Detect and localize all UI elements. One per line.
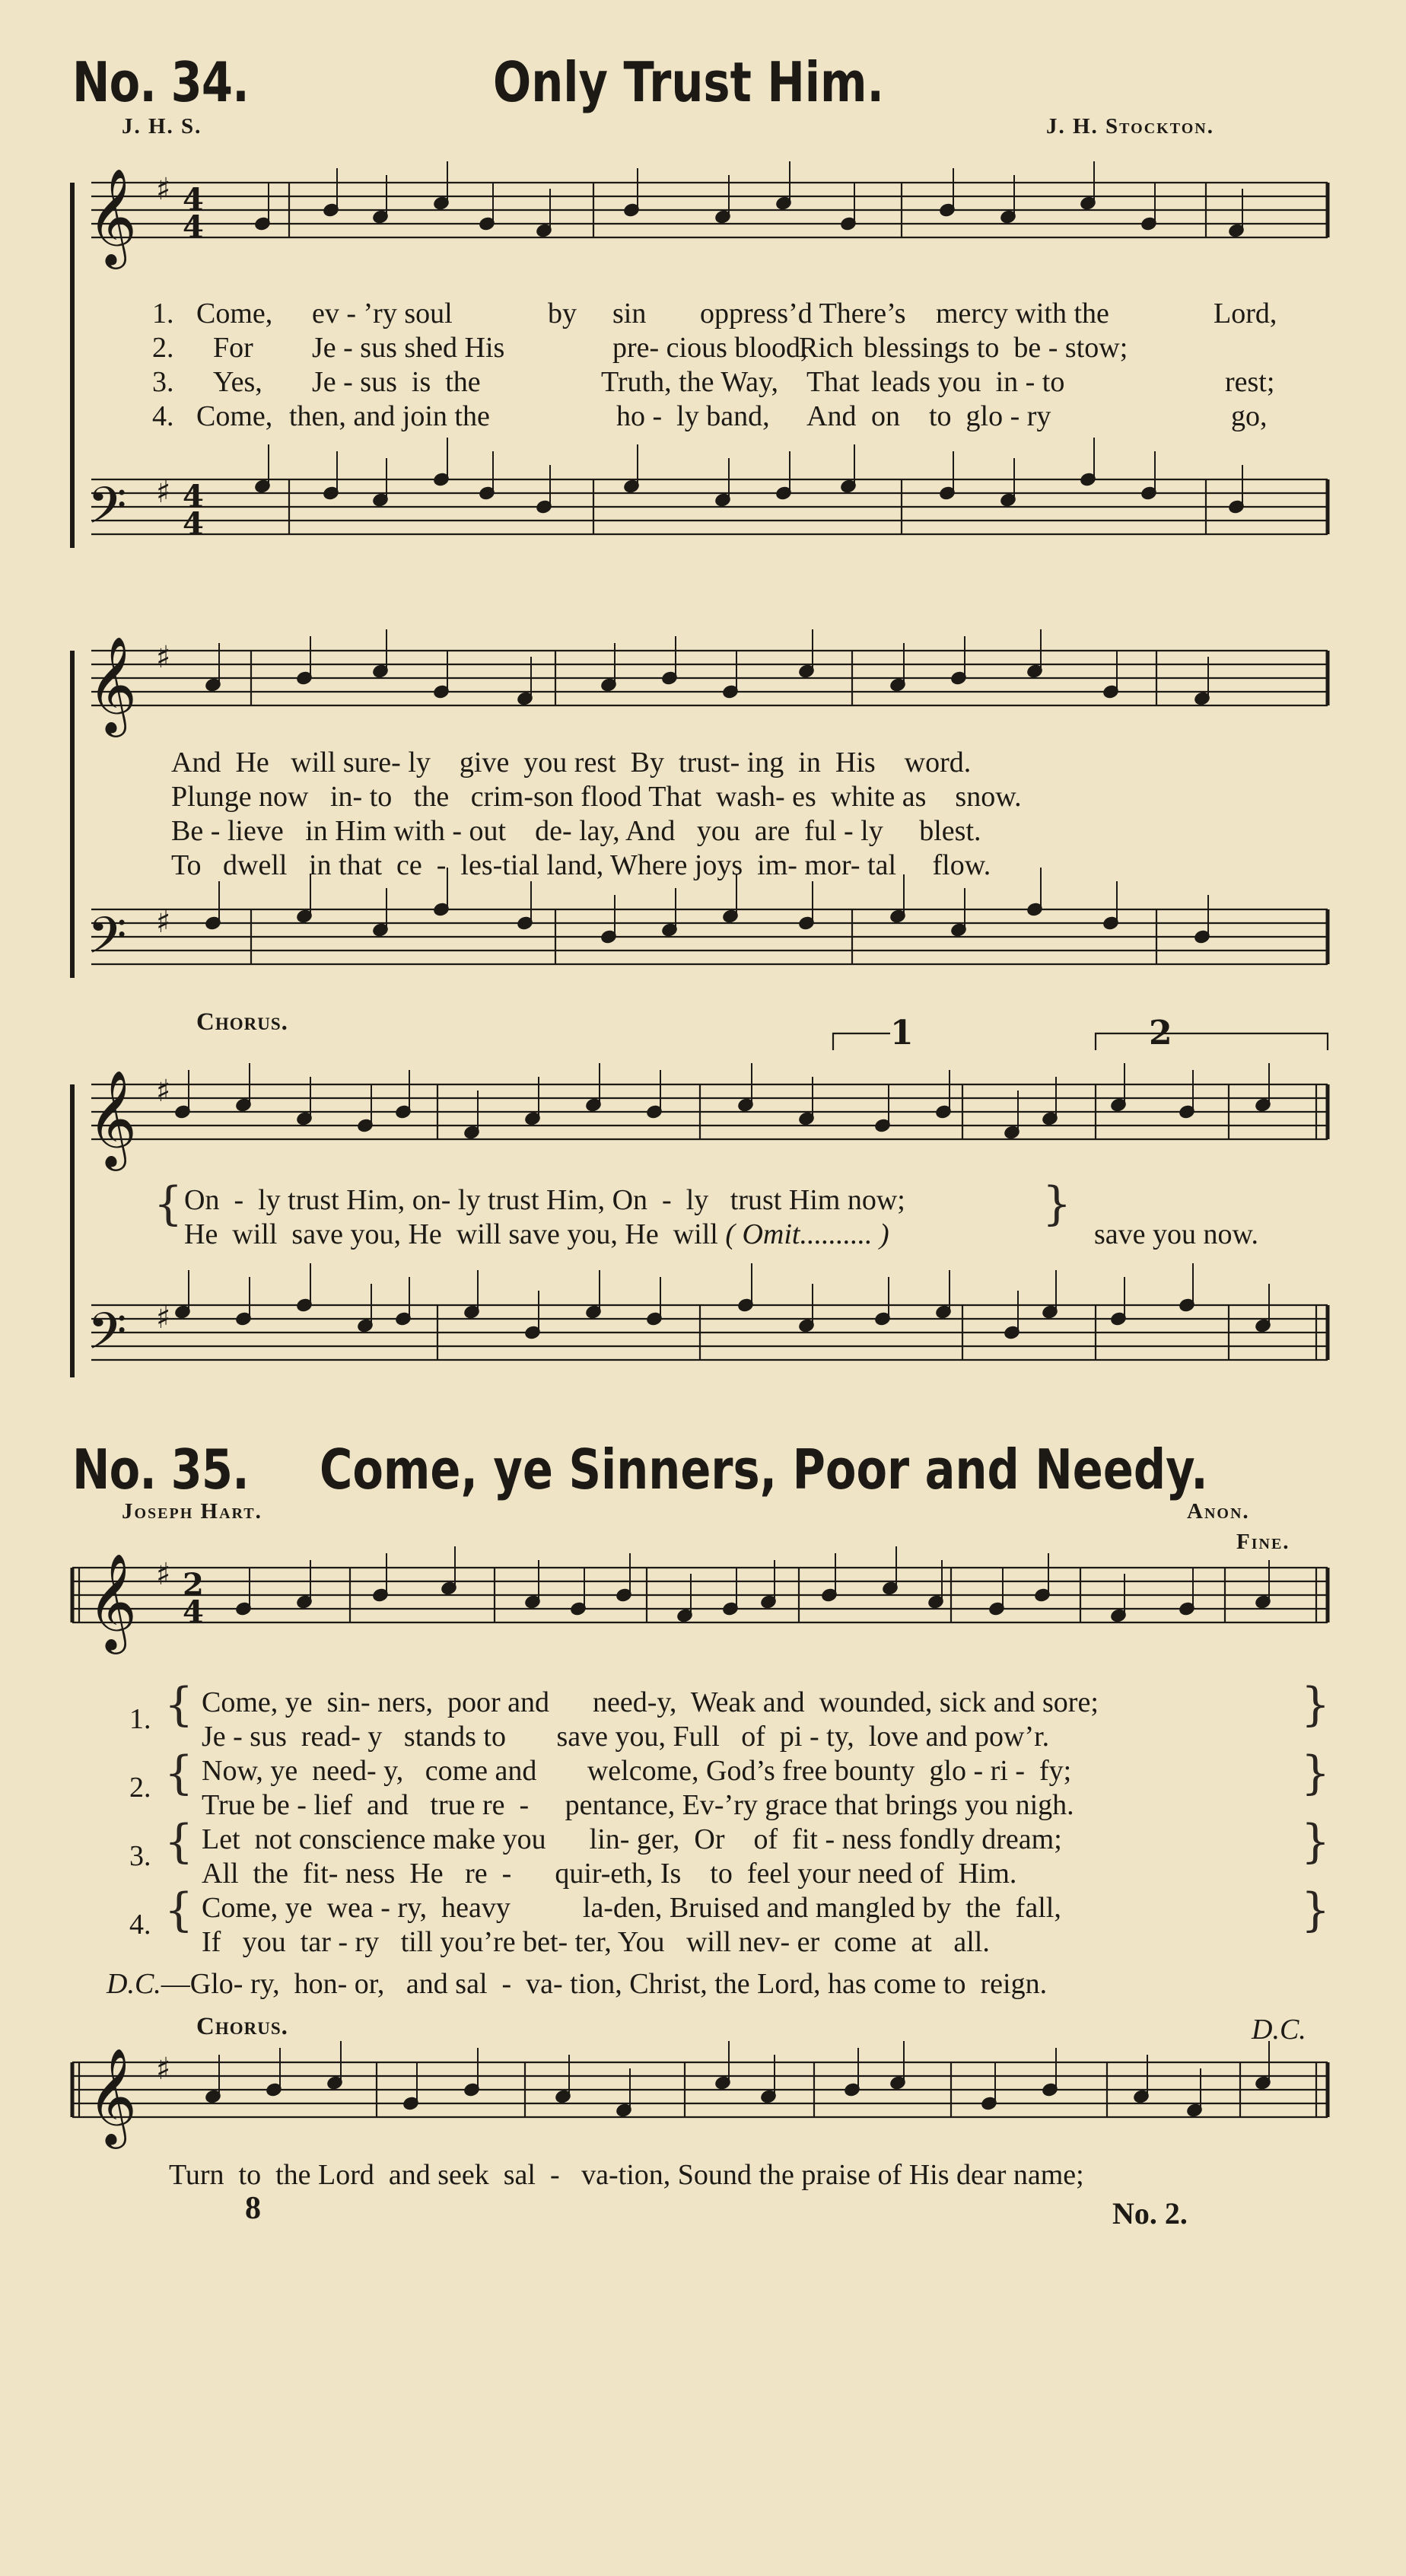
- staff-1-bass: [91, 479, 1328, 534]
- hymn-34-title: Only Trust Him.: [493, 50, 884, 114]
- verse-line: Je - sus read- y stands to save you, Full of pi - ty, love and pow’r.: [202, 1721, 1050, 1753]
- fine-marking: Fine.: [1236, 1530, 1290, 1554]
- sharp-icon: ♯: [156, 1301, 171, 1336]
- hymn-34-music-credit: J. H. Stockton.: [1046, 114, 1214, 139]
- time-signature-icon: 2: [183, 1567, 204, 1603]
- dc-line: D.C.—Glo- ry, hon- or, and sal - va- tion, Christ, the Lord, has come to reign.: [107, 1968, 1048, 2000]
- time-signature-icon: 4: [183, 182, 204, 218]
- hymn-34-chorus-label: Chorus.: [196, 1008, 288, 1036]
- brace-icon: {: [164, 1747, 194, 1800]
- verse-line: If you tar - ry till you’re bet- ter, You will nev- er come at all.: [202, 1926, 990, 1958]
- verse-line: Plunge now in- to the crim-son flood That wash- es white as snow.: [171, 781, 1022, 813]
- chorus-line-end: save you now.: [1094, 1218, 1258, 1250]
- verse-number: 1.: [129, 1703, 151, 1735]
- verse-line: Come, ye wea - ry, heavy la-den, Bruised and mangled by the fall,: [202, 1892, 1061, 1924]
- brace-icon: {: [164, 1678, 194, 1731]
- staff-4-treble: [72, 1568, 1328, 1622]
- treble-clef-icon: 𝄞: [87, 2047, 138, 2145]
- staff-1-treble: [91, 183, 1328, 237]
- sharp-icon: ♯: [156, 1557, 171, 1592]
- sharp-icon: ♯: [156, 640, 171, 675]
- brace-icon: }: [1042, 1177, 1072, 1231]
- brace-icon: }: [1301, 1747, 1331, 1800]
- hymn-34-verses-part2: [171, 746, 1022, 917]
- brace-icon: {: [164, 1883, 194, 1937]
- brace-icon: {: [164, 1815, 194, 1868]
- treble-clef-icon: 𝄞: [87, 1069, 138, 1167]
- svg-text:4: 4: [183, 1594, 204, 1630]
- brace-icon: }: [1301, 1815, 1331, 1868]
- brace-icon: {: [154, 1177, 183, 1231]
- treble-clef-icon: 𝄞: [87, 635, 138, 733]
- chorus-line: He will save you, He will save you, He will ( Omit.......... ): [184, 1218, 889, 1250]
- staff-3-treble: [91, 1033, 1328, 1139]
- brace-icon: }: [1301, 1883, 1331, 1937]
- verse-line: Come, ye sin- ners, poor and need-y, Weak and wounded, sick and sore;: [202, 1686, 1099, 1718]
- verse-number: 4.: [129, 1909, 151, 1941]
- verse-line: Now, ye need- y, come and welcome, God’s free bounty glo - ri - fy;: [202, 1755, 1072, 1787]
- first-ending-icon: 1: [890, 1014, 914, 1052]
- hymn-35-words-credit: Joseph Hart.: [122, 1499, 262, 1524]
- bass-clef-icon: 𝄢: [87, 906, 127, 977]
- verse-line: True be - lief and true re - pentance, Ev-’ry grace that brings you nigh.: [202, 1789, 1074, 1821]
- svg-text:4: 4: [183, 506, 204, 542]
- hymn-35-chorus-label: Chorus.: [196, 2013, 288, 2040]
- hymn-35-chorus-lyrics: Turn to the Lord and seek sal - va-tion, Sound the praise of His dear name;: [169, 2159, 1084, 2191]
- brace-icon: }: [1301, 1678, 1331, 1731]
- verse-line: All the fit- ness He re - quir-eth, Is to feel your need of Him.: [202, 1858, 1017, 1890]
- hymn-34-number: No. 34.: [72, 50, 249, 114]
- verse-line: And He will sure- ly give you rest By trust- ing in His word.: [171, 747, 972, 779]
- staff-2-bass: [91, 909, 1328, 964]
- hymn-35-title: Come, ye Sinners, Poor and Needy.: [320, 1438, 1208, 1501]
- staff-2-treble: [91, 651, 1328, 705]
- verse-number: 2.: [129, 1772, 151, 1804]
- dc-marking: D.C.: [1252, 2014, 1306, 2046]
- sharp-icon: ♯: [156, 172, 171, 207]
- hymn-34-words-credit: J. H. S.: [122, 114, 202, 139]
- hymn-34-chorus-lyrics: [154, 1177, 1331, 1389]
- book-reference: No. 2.: [1112, 2196, 1188, 2231]
- verse-number: 1.: [152, 298, 174, 330]
- sharp-icon: ♯: [156, 2052, 171, 2087]
- verse-line: Let not conscience make you lin- ger, Or of fit - ness fondly dream;: [202, 1823, 1062, 1855]
- sharp-icon: ♯: [156, 475, 171, 510]
- verse-line: To dwell in that ce - les-tial land, Where joys im- mor- tal flow.: [171, 849, 991, 881]
- hymn-35-music-credit: Anon.: [1187, 1499, 1250, 1524]
- svg-text:4: 4: [183, 479, 204, 514]
- bass-clef-icon: 𝄢: [87, 476, 127, 547]
- omit-note: ( Omit.......... ): [725, 1218, 889, 1250]
- svg-text:4: 4: [183, 209, 204, 245]
- hymn-35-verses: [107, 1678, 1331, 2576]
- sharp-icon: ♯: [156, 905, 171, 940]
- bass-clef-icon: 𝄢: [87, 1302, 127, 1373]
- chorus-line: On - ly trust Him, on- ly trust Him, On - ly trust Him now;: [184, 1184, 905, 1216]
- verse-number: 3.: [129, 1840, 151, 1872]
- dc-label: D.C.: [107, 1968, 161, 2000]
- page-number: 8: [245, 2191, 261, 2226]
- treble-clef-icon: 𝄞: [87, 167, 138, 265]
- second-ending-icon: 2: [1149, 1014, 1172, 1052]
- sharp-icon: ♯: [156, 1074, 171, 1109]
- treble-clef-icon: 𝄞: [87, 1552, 138, 1650]
- hymn-35-number: No. 35.: [72, 1438, 249, 1501]
- verse-line: Be - lieve in Him with - out de- lay, And you are ful - ly blest.: [171, 815, 981, 847]
- hymn-34-verses-part1: 1. Come, ev - ’ry soul by sin oppress’d There’s mercy with the Lord, 2. For Je - sus shed His pre- cious blood, Rich blessings to be - stow; 3. Yes, Je - sus is the Truth, the Way, That leads you in - to rest; 4. Come, then, and join the ho - ly band, And on to glo - ry go,: [152, 298, 1277, 432]
